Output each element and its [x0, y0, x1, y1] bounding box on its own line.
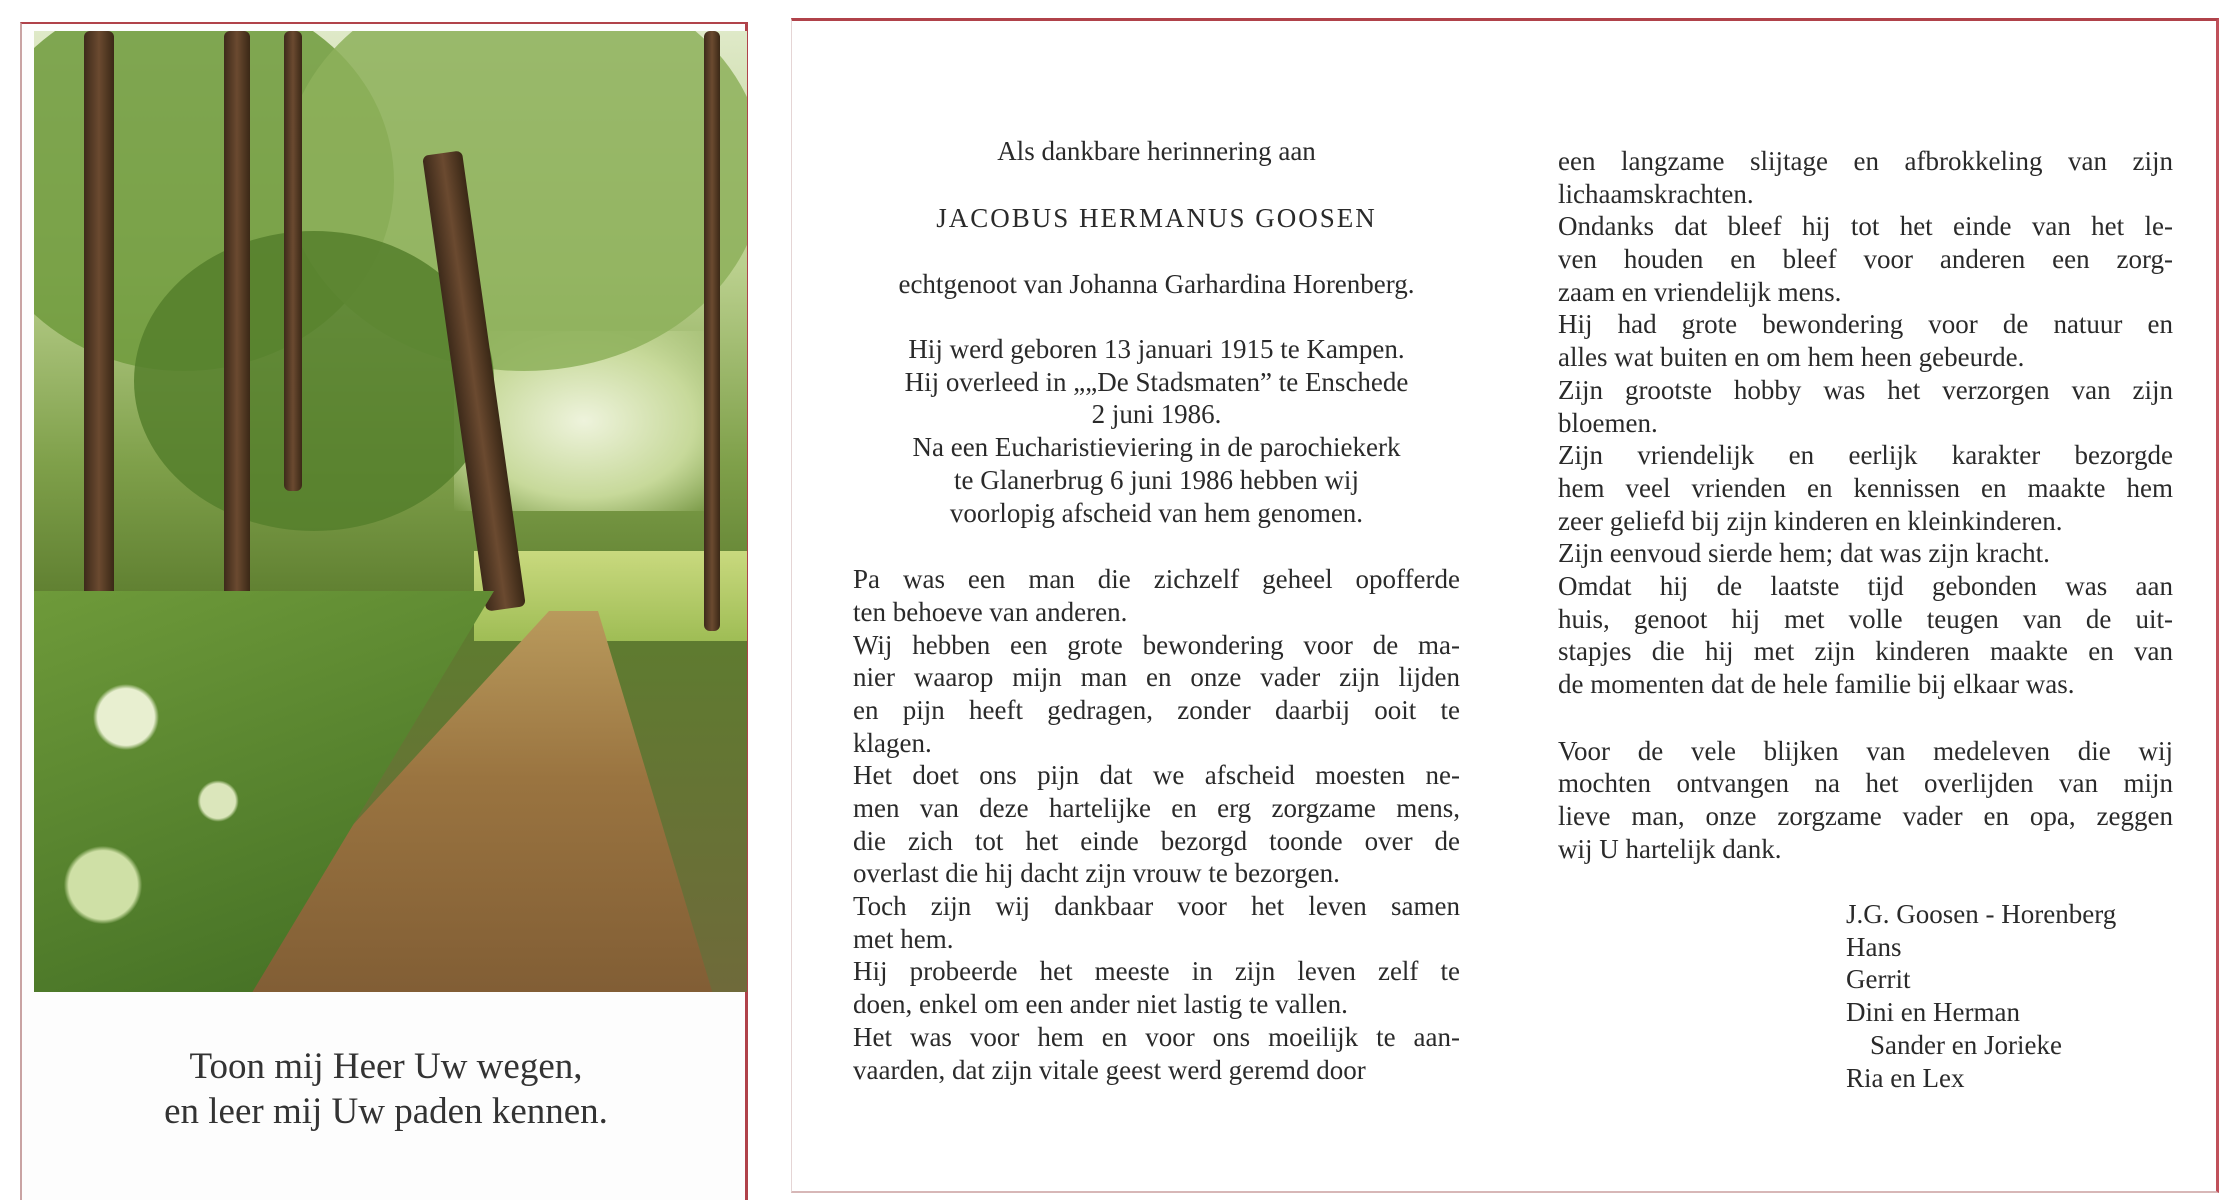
text-line: stapjes die hij met zijn kinderen maakte en van [1558, 636, 2173, 667]
fact-line: Hij werd geboren 13 januari 1915 te Kampen. [908, 334, 1405, 365]
text-line: Zijn grootste hobby was het verzorgen van zijn [1558, 374, 2173, 405]
signature-name: Hans [1846, 931, 1902, 962]
thanks-line: Voor de vele blijken van medeleven die wij [1558, 735, 2173, 766]
front-card [20, 22, 748, 1200]
text-line: klagen. [853, 727, 932, 758]
intro-line: Als dankbare herinnering aan [997, 136, 1316, 166]
fact-line: te Glanerbrug 6 juni 1986 hebben wij [954, 464, 1359, 495]
tribute-text [853, 563, 1460, 1086]
text-line: men van deze hartelijke en erg zorgzame mens, [853, 793, 1460, 823]
text-line: die zich tot het einde bezorgd toonde over de [853, 825, 1460, 856]
caption-line: Toon mij Heer Uw wegen, [189, 1046, 583, 1087]
thanks-line: mochten ontvangen na het overlijden van mijn [1558, 768, 2173, 799]
text-line: ten behoeve van anderen. [853, 596, 1128, 627]
text-line: Het was voor hem en voor ons moeilijk te aan- [853, 1021, 1460, 1052]
signature-name: J.G. Goosen - Horenberg [1846, 899, 2117, 929]
text-line: vaarden, dat zijn vitale geest werd geremd door [853, 1054, 1366, 1085]
text-line: en pijn heeft gedragen, zonder daarbij ooit te [853, 694, 1460, 725]
text-line: Ondanks dat bleef hij tot het einde van het le- [1558, 211, 2173, 242]
card-caption [22, 1044, 750, 1134]
text-line: Hij had grote bewondering voor de natuur en [1558, 309, 2173, 340]
signature-name: Dini en Herman [1846, 997, 2020, 1028]
signatures [1846, 898, 2116, 1094]
text-line: Zijn vriendelijk en eerlijk karakter bezorgde [1558, 440, 2173, 471]
signature-name: Sander en Jorieke [1870, 1029, 2062, 1060]
text-line: Hij probeerde het meeste in zijn leven zelf te [853, 956, 1460, 987]
tribute-text-continued [1558, 145, 2173, 701]
text-line: zaam en vriendelijk mens. [1558, 276, 1842, 307]
text-line: ven houden en bleef voor anderen een zorg- [1558, 244, 2173, 275]
text-line: Toch zijn wij dankbaar voor het leven samen [853, 891, 1460, 922]
text-line: alles wat buiten en om hem heen gebeurde. [1558, 342, 2025, 373]
forest-path-photo [34, 31, 747, 992]
facts-block [853, 333, 1460, 529]
text-line: doen, enkel om een ander niet lastig te vallen. [853, 989, 1348, 1020]
text-line: Zijn eenvoud sierde hem; dat was zijn kracht. [1558, 538, 2050, 569]
text-line: bloemen. [1558, 407, 1658, 438]
fact-line: voorlopig afscheid van hem genomen. [949, 497, 1364, 528]
text-line: een langzame slijtage en afbrokkeling van zijn [1558, 146, 2173, 176]
text-line: hem veel vrienden en kennissen en maakte hem [1558, 472, 2173, 503]
fact-line: Na een Eucharistieviering in de parochiekerk [912, 432, 1401, 463]
deceased-name: JACOBUS HERMANUS GOOSEN [936, 202, 1377, 233]
right-column [1558, 145, 2173, 865]
text-line: huis, genoot hij met volle teugen van de uit- [1558, 603, 2173, 634]
spouse-line: echtgenoot van Johanna Garhardina Horenberg. [898, 269, 1415, 300]
thanks-line: lieve man, onze zorgzame vader en opa, zeggen [1558, 801, 2173, 832]
text-line: lichaamskrachten. [1558, 178, 1754, 209]
tree-trunk [284, 31, 302, 491]
text-line: nier waarop mijn man en onze vader zijn lijden [853, 662, 1460, 693]
text-line: overlast die hij dacht zijn vrouw te bezorgen. [853, 858, 1340, 889]
caption-line: en leer mij Uw paden kennen. [164, 1091, 608, 1132]
text-line: met hem. [853, 923, 954, 954]
left-column [853, 135, 1460, 1086]
text-line: Omdat hij de laatste tijd gebonden was aan [1558, 570, 2173, 601]
text-line: Wij hebben een grote bewondering voor de ma- [853, 629, 1460, 660]
signature-name: Gerrit [1846, 964, 1911, 995]
text-line: Het doet ons pijn dat we afscheid moesten ne- [853, 760, 1460, 791]
thanks-line: wij U hartelijk dank. [1558, 833, 1782, 864]
fact-line: Hij overleed in „„De Stadsmaten” te Enschede [904, 366, 1409, 397]
text-line: Pa was een man die zichzelf geheel opofferde [853, 564, 1460, 595]
text-line: de momenten dat de hele familie bij elkaar was. [1558, 669, 2075, 699]
tree-trunk [224, 31, 250, 601]
signature-name: Ria en Lex [1846, 1062, 1965, 1093]
tree-trunk [704, 31, 720, 631]
tree-trunk [84, 31, 114, 631]
text-line: zeer geliefd bij zijn kinderen en kleinkinderen. [1558, 505, 2063, 536]
fact-line: 2 juni 1986. [1091, 399, 1222, 430]
thanks-paragraph [1558, 735, 2173, 866]
